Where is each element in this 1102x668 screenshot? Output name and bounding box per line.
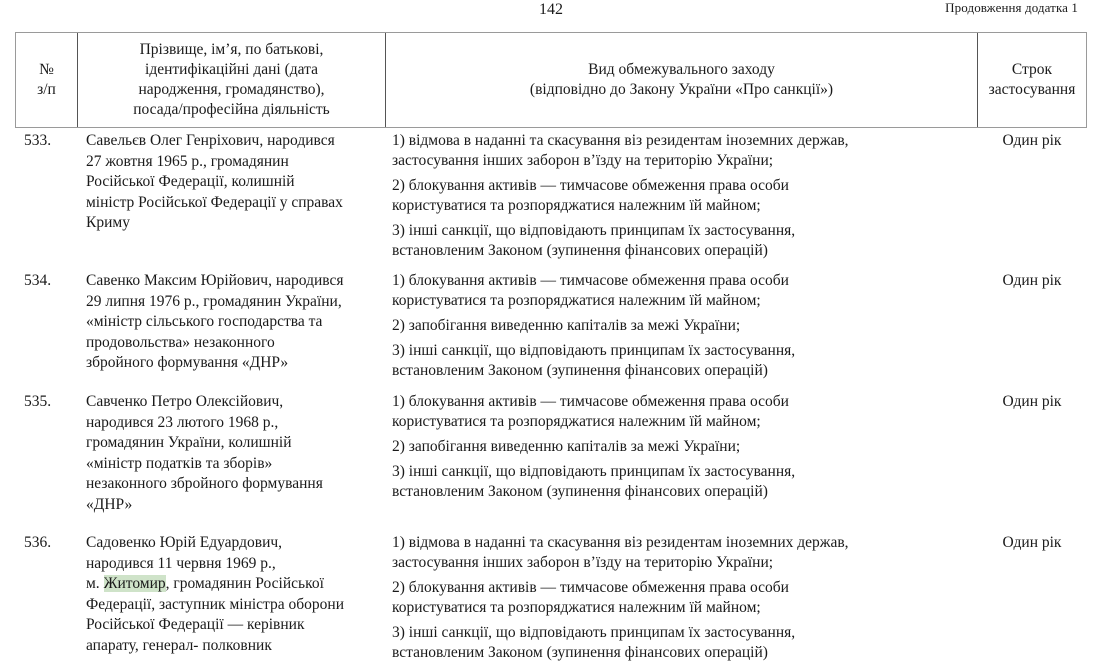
text-highlight: Житомир — [103, 575, 166, 592]
measure-item — [392, 316, 972, 336]
person-description-line: «міністр податків та зборів» — [86, 454, 273, 472]
measure-item — [392, 462, 972, 502]
row-number: 534. — [24, 272, 52, 289]
application-term: Один рік — [1002, 534, 1062, 551]
restrictive-measures — [392, 392, 972, 507]
measure-item-line: користуватися та розпоряджатися належним їй майном; — [392, 292, 761, 309]
measure-item — [392, 437, 972, 457]
measure-item-line: 2) блокування активів — тимчасове обмеження права особи — [392, 579, 789, 596]
measure-item-line: встановленим Законом (зупинення фінансових операцій) — [392, 362, 768, 379]
header-name-column — [78, 33, 386, 127]
header-name-line: народження, громадянство), — [138, 81, 325, 98]
person-description-line: народився 23 лютого 1968 р., — [86, 413, 279, 431]
header-number-line: з/п — [37, 81, 56, 98]
measure-item — [392, 131, 972, 171]
application-term: Один рік — [1002, 132, 1062, 149]
person-description — [86, 131, 386, 234]
row-number: 535. — [24, 393, 52, 410]
measure-item-line: 3) інші санкції, що відповідають принципам їх застосування, — [392, 342, 796, 359]
person-description-line: громадянин України, колишній — [86, 434, 292, 451]
person-description-line: Савельєв Олег Генріхович, народився — [86, 132, 335, 149]
header-measure-line: (відповідно до Закону України «Про санкції») — [529, 81, 834, 98]
header-measure-line: Вид обмежувального заходу — [588, 61, 775, 78]
header-term-column — [978, 33, 1086, 127]
application-term: Один рік — [1002, 272, 1062, 289]
person-description-line: Садовенко Юрій Едуардович, — [86, 534, 283, 551]
person-description-line: 29 липня 1976 р., громадянин України, — [86, 292, 342, 310]
header-number-line: № — [39, 61, 54, 78]
person-description-line: апарату, генерал- полковник — [86, 636, 272, 654]
person-description-line: Російської Федерації, колишній — [86, 173, 295, 190]
restrictive-measures — [392, 131, 972, 266]
application-term: Один рік — [1002, 393, 1062, 410]
continuation-note: Продовження додатка 1 — [945, 0, 1078, 15]
measure-item — [392, 533, 972, 573]
header-measure-column — [386, 33, 978, 127]
person-description-line: «ДНР» — [86, 495, 133, 513]
header-term-line: Строк — [1011, 61, 1053, 78]
person-description — [86, 392, 386, 515]
restrictive-measures — [392, 533, 972, 668]
measure-item-line: встановленим Законом (зупинення фінансових операцій) — [392, 644, 768, 661]
header-number-column — [16, 33, 78, 127]
measure-item — [392, 623, 972, 663]
measure-item-line: 1) блокування активів — тимчасове обмеження права особи — [392, 393, 789, 410]
header-name-line: ідентифікаційні дані (дата — [145, 61, 318, 78]
measure-item — [392, 392, 972, 432]
measure-item-line: 1) блокування активів — тимчасове обмеження права особи — [392, 272, 789, 289]
page-number: 142 — [539, 1, 563, 18]
person-description-line: Савченко Петро Олексійович, — [86, 393, 284, 410]
measure-item — [392, 341, 972, 381]
measure-item — [392, 271, 972, 311]
measure-item — [392, 176, 972, 216]
measure-item-line: користуватися та розпоряджатися належним їй майном; — [392, 197, 761, 214]
person-description-line: «міністр сільського господарства та — [86, 313, 323, 330]
header-name-line: посада/професійна діяльність — [133, 101, 330, 118]
measure-item — [392, 221, 972, 261]
measure-item-line: 2) блокування активів — тимчасове обмеження права особи — [392, 177, 789, 194]
measure-item-line: 3) інші санкції, що відповідають принципам їх застосування, — [392, 463, 796, 480]
measure-item-line: 1) відмова в наданні та скасування віз резидентам іноземних держав, — [392, 132, 849, 149]
person-description-line: незаконного збройного формування — [86, 475, 323, 492]
person-description-line: збройного формування «ДНР» — [86, 354, 289, 371]
table-header — [15, 32, 1087, 128]
measure-item-line: користуватися та розпоряджатися належним їй майном; — [392, 413, 761, 430]
person-description-line: Криму — [86, 214, 130, 231]
measure-item-line: 3) інші санкції, що відповідають принципам їх застосування, — [392, 222, 796, 239]
measure-item-line: 3) інші санкції, що відповідають принципам їх застосування, — [392, 624, 796, 641]
measure-item-line: застосування інших заборон в’їзду на територію України; — [392, 554, 774, 571]
person-description-line: Федерації, заступник міністра оборони — [86, 595, 345, 613]
measure-item — [392, 578, 972, 618]
measure-item-line: застосування інших заборон в’їзду на територію України; — [392, 152, 774, 169]
person-description — [86, 271, 386, 374]
measure-item-line: встановленим Законом (зупинення фінансових операцій) — [392, 242, 768, 259]
person-description-line: міністр Російської Федерації у справах — [86, 193, 343, 211]
header-term-line: застосування — [988, 81, 1076, 98]
person-description-line: м. Житомир, громадянин Російської — [86, 575, 324, 592]
person-description-line: продовольства» незаконного — [86, 333, 275, 351]
measure-item-line: встановленим Законом (зупинення фінансових операцій) — [392, 483, 768, 500]
restrictive-measures — [392, 271, 972, 386]
header-name-line: Прізвище, ім’я, по батькові, — [139, 41, 324, 58]
row-number: 536. — [24, 534, 52, 551]
person-description-line: Савенко Максим Юрійович, народився — [86, 272, 344, 289]
measure-item-line: 1) відмова в наданні та скасування віз резидентам іноземних держав, — [392, 534, 849, 551]
measure-item-line: 2) запобігання виведенню капіталів за межі України; — [392, 438, 741, 455]
row-number: 533. — [24, 132, 52, 149]
measure-item-line: користуватися та розпоряджатися належним їй майном; — [392, 599, 761, 616]
person-description-line: народився 11 червня 1969 р., — [86, 554, 276, 572]
person-description-line: Російської Федерації — керівник — [86, 616, 305, 633]
person-description — [86, 533, 386, 656]
person-description-line: 27 жовтня 1965 р., громадянин — [86, 152, 289, 170]
measure-item-line: 2) запобігання виведенню капіталів за межі України; — [392, 317, 741, 334]
